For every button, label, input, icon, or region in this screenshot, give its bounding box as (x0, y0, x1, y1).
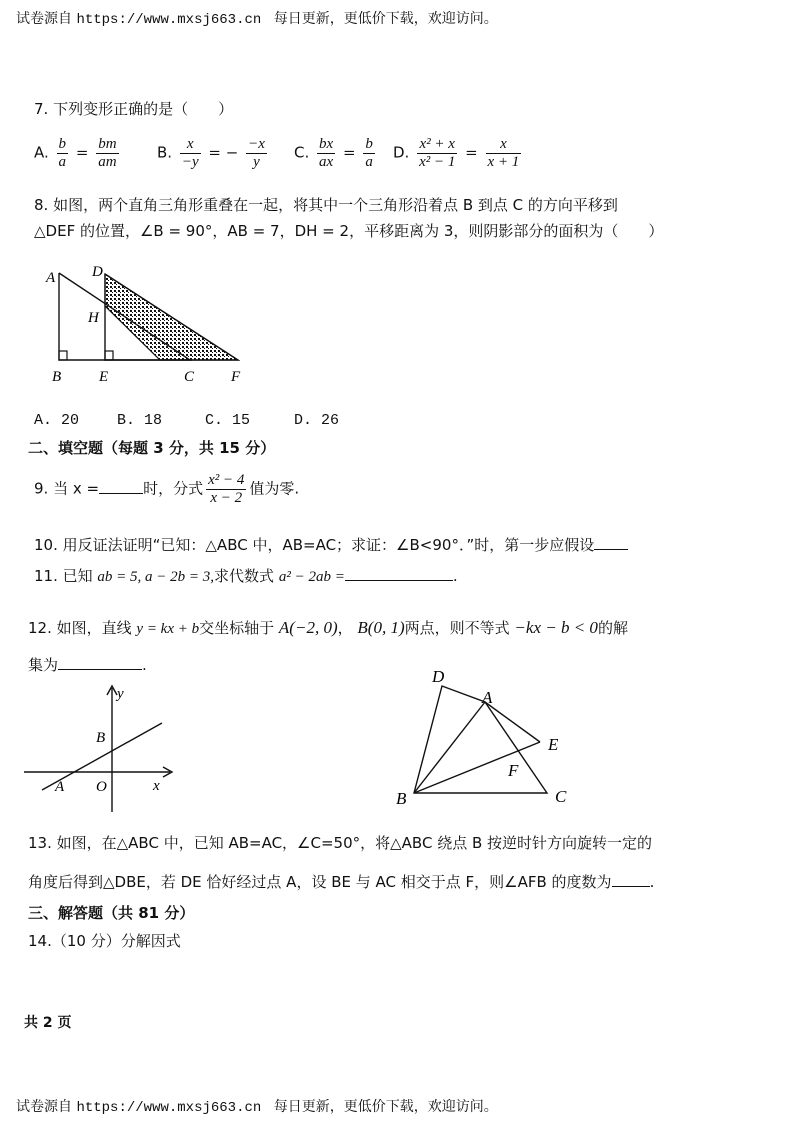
q12-before: 12. 如图，直线 (28, 619, 132, 637)
page-header (16, 8, 498, 28)
q7-a-right-fraction: $\frac{bm}{am}$ (98, 136, 117, 170)
q12-separator: ， (337, 619, 353, 637)
q11-after: . (452, 567, 458, 585)
q13-label-d: D (432, 667, 445, 686)
q8-label-f: F (231, 369, 241, 385)
header-slogan: 每日更新，更低价下载，欢迎访问。 (273, 11, 498, 27)
q13-figure (390, 660, 590, 810)
q7-c-right-fraction: $\frac{b}{a}$ (365, 136, 373, 170)
q12-figure (20, 680, 190, 820)
q11-middle: 求代数式 (214, 567, 275, 585)
q8-label-a: A (46, 270, 56, 286)
q8-label-b: B (52, 369, 62, 385)
q7-d-right-fraction: $\frac{x}{x + 1}$ (487, 136, 520, 170)
q12-point-a: A(−2, 0) (278, 618, 338, 637)
q7-d-left-fraction: $\frac{\text{x² + x}}{\text{x² − 1}}$ (419, 136, 456, 170)
q12-label-o: O (96, 779, 107, 795)
q7-stem: 7. 下列变形正确的是（ ） (34, 100, 234, 118)
q12-line-equation: y = kx + b (136, 621, 200, 637)
q8-label-c: C (184, 369, 195, 385)
q13-segment-ae (485, 702, 540, 742)
q13-label-e: E (548, 735, 559, 754)
q8-option-b: B. 18 (117, 412, 163, 429)
q7-b-right-fraction: $\frac{-x}{y}$ (248, 136, 265, 170)
q9-middle: 时，分式 (143, 479, 204, 498)
q13-answer-blank[interactable] (612, 886, 650, 887)
q8-label-h: H (88, 310, 99, 326)
q12-after: 的解 (597, 619, 628, 637)
q8-label-e: E (99, 369, 109, 385)
q12-label-b: B (96, 730, 106, 746)
q12-point-b: B(0, 1) (357, 618, 405, 637)
header-site-text: 试卷源自 (16, 11, 72, 27)
q10-answer-blank[interactable] (594, 549, 628, 550)
q7-option-c: C. $\frac{bx}{ax}$ = $\frac{b}{a}$ (294, 136, 373, 170)
q12-line-2-after: . (142, 656, 147, 674)
q9-fraction: $\frac{\text{x² − 4}}{x - 2}$ (208, 472, 245, 506)
q12-middle-1: 交坐标轴于 (199, 619, 275, 637)
q7-b-left-fraction: $\frac{x}{-y}$ (181, 136, 199, 170)
q13-segment-be (414, 742, 540, 793)
q8-option-d: D. 26 (294, 412, 340, 429)
q7-c-left-fraction: $\frac{bx}{ax}$ (319, 136, 334, 170)
q9 (34, 472, 299, 507)
q8-right-angle-e (105, 351, 113, 360)
q7-option-d: D. $\frac{\text{x² + x}}{\text{x² − 1}}$ = $\frac{x}{x + 1}$ (393, 136, 520, 170)
q13-label-f: F (508, 761, 519, 780)
page-count: 共 2 页 (24, 1015, 72, 1031)
q11-before: 11. 已知 (34, 567, 93, 585)
q8-option-c: C. 15 (205, 412, 251, 429)
q13-label-a: A (482, 688, 493, 707)
page-footer (16, 1096, 498, 1116)
q12-label-x: x (153, 778, 160, 794)
q14-text: 14.（10 分）分解因式 (28, 932, 181, 950)
q11-expression: a² − 2ab = (278, 569, 345, 585)
q9-answer-blank[interactable] (99, 493, 143, 494)
q8-label-d: D (92, 264, 103, 280)
q12-answer-blank[interactable] (58, 669, 142, 670)
q13-label-c: C (555, 787, 567, 806)
q7-a-left-fraction: $\frac{b}{a}$ (58, 136, 67, 170)
q13-outline (414, 686, 547, 793)
q12-label-y: y (117, 686, 124, 702)
footer-site-text: 试卷源自 (16, 1099, 72, 1115)
q13-label-b: B (396, 789, 407, 808)
q8-option-a: A. 20 (34, 412, 80, 429)
q11-answer-blank[interactable] (345, 580, 453, 581)
header-url[interactable]: https://www.mxsj663.cn (76, 12, 262, 28)
footer-url[interactable]: https://www.mxsj663.cn (76, 1100, 262, 1116)
q13-line-1: 13. 如图，在△ABC 中，已知 AB=AC，∠C=50°，将△ABC 绕点 B 按逆时针方向旋转一定的 (28, 834, 653, 852)
q12-line-2 (28, 654, 147, 675)
q12-line-1 (28, 617, 628, 638)
q11-condition: ab = 5, a − 2b = 3, (97, 569, 215, 585)
q9-before: 9. 当 x = (34, 479, 100, 498)
q13-line-2-row (28, 871, 654, 892)
q13-line-2-after: . (649, 873, 655, 891)
q13-line-2: 角度后得到△DBE，若 DE 恰好经过点 A，设 BE 与 AC 相交于点 F，则∠AFB 的度数为 (28, 873, 612, 891)
section-2-title: 二、填空题（每题 3 分，共 15 分） (28, 439, 276, 457)
q12-label-a: A (55, 779, 65, 795)
q8-figure (30, 258, 270, 388)
q11 (34, 565, 458, 586)
q12-middle-2: 两点，则不等式 (404, 619, 510, 637)
q8-right-angle-b (59, 351, 67, 360)
q7-option-b: B. $\frac{x}{-y}$ = − $\frac{-x}{y}$ (157, 136, 265, 170)
q9-after: 值为零. (249, 479, 300, 498)
q10-text: 10. 用反证法证明“已知：△ABC 中，AB=AC；求证：∠B<90°．”时，第一步应假设 (34, 536, 595, 554)
footer-slogan: 每日更新，更低价下载，欢迎访问。 (273, 1099, 498, 1115)
q8-line-1: 8. 如图，两个直角三角形重叠在一起，将其中一个三角形沿着点 B 到点 C 的方向平移到 (34, 196, 618, 214)
q12-line-2-before: 集为 (28, 656, 59, 674)
q8-line-2: △DEF 的位置，∠B = 90°，AB = 7，DH = 2，平移距离为 3，则阴影部分的面积为（ ） (34, 222, 664, 240)
q7-option-a: A. $\frac{b}{a}$ = $\frac{bm}{am}$ (34, 136, 117, 170)
section-3-title: 三、解答题（共 81 分） (28, 904, 195, 922)
q12-inequality: −kx − b < 0 (514, 618, 598, 637)
q10 (34, 534, 628, 555)
